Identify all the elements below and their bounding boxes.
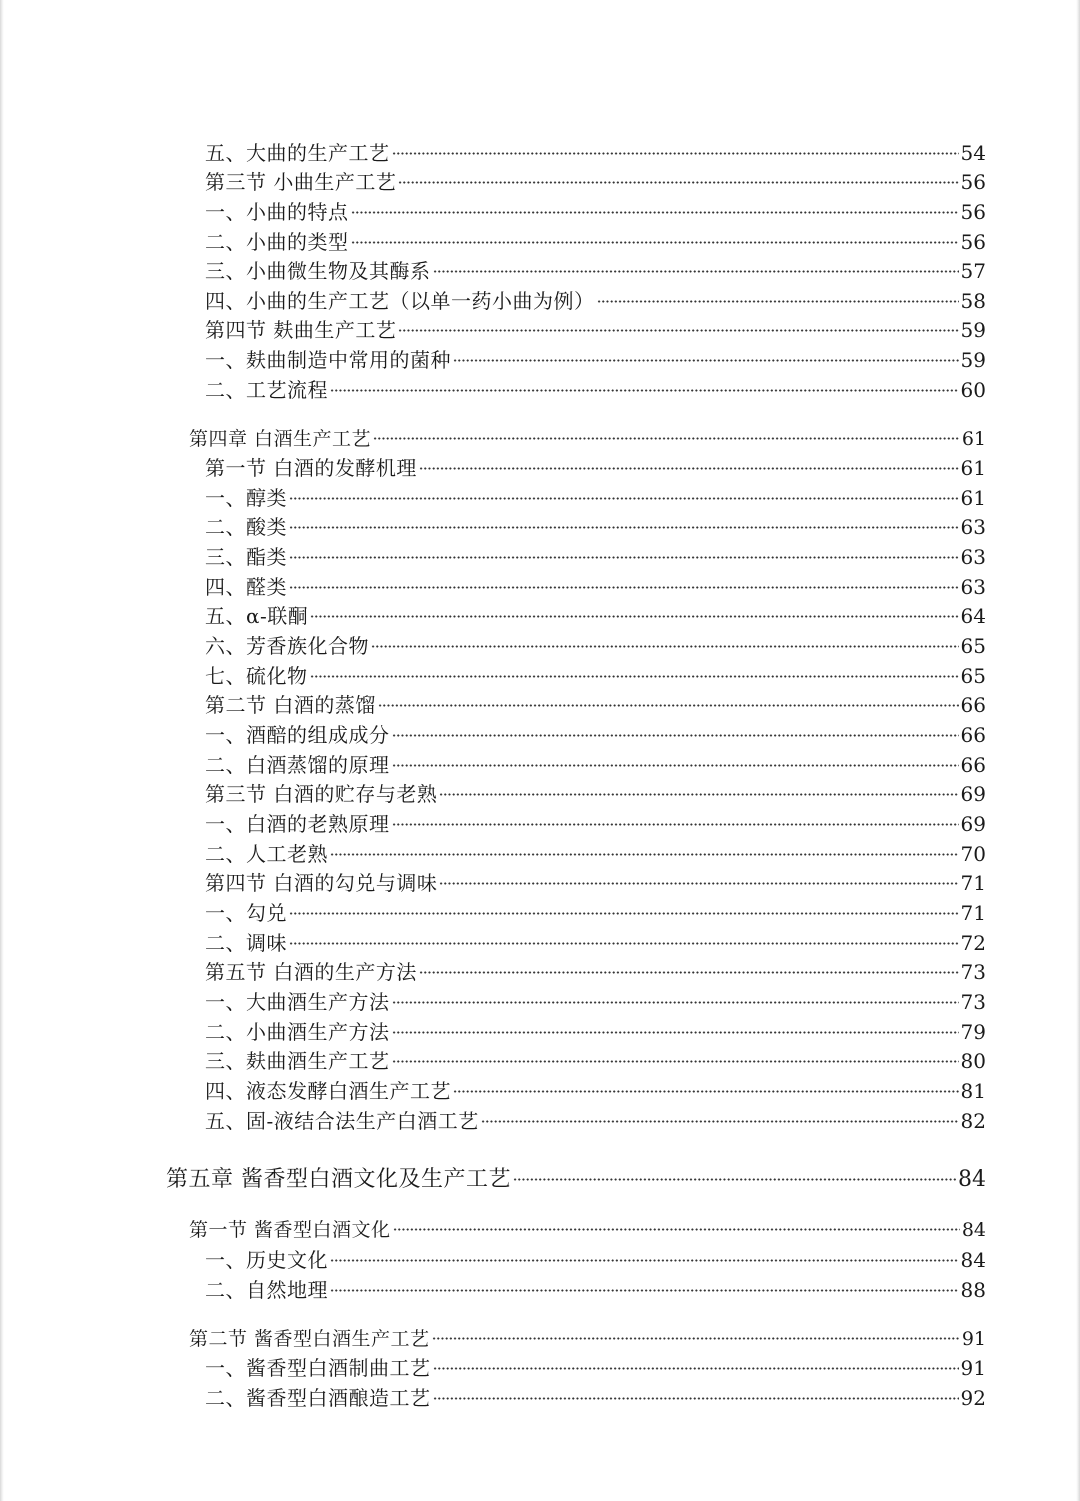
- toc-entry-title: 一、酒醅的组成成分: [205, 723, 390, 747]
- toc-entry-page: 92: [960, 1386, 986, 1410]
- toc-entry[interactable]: [205, 929, 986, 957]
- toc-entry-title: 一、醇类: [205, 486, 287, 510]
- toc-entry-page: 61: [960, 486, 986, 510]
- toc-entry-title: 二、调味: [205, 931, 287, 955]
- toc-entry[interactable]: [205, 751, 986, 779]
- toc-entry[interactable]: [205, 228, 986, 256]
- toc-entry-title: 二、白酒蒸馏的原理: [205, 753, 390, 777]
- toc-entry-title: 第二节 酱香型白酒生产工艺: [189, 1328, 430, 1350]
- dot-leader: [289, 497, 959, 500]
- dot-leader: [289, 526, 959, 529]
- dot-leader: [392, 734, 959, 737]
- toc-entry-page: 57: [960, 259, 986, 283]
- toc-entry-page: 63: [960, 575, 986, 599]
- toc-entry-page: 84: [961, 1219, 986, 1241]
- dot-leader: [310, 615, 958, 618]
- toc-entry-page: 69: [960, 812, 986, 836]
- toc-entry-page: 70: [960, 842, 986, 866]
- toc-entry[interactable]: [205, 513, 986, 541]
- toc-section[interactable]: [205, 316, 986, 344]
- toc-entry[interactable]: [205, 1018, 986, 1046]
- toc-entry-title: 第一节 白酒的发酵机理: [205, 456, 417, 480]
- toc-entry-title: 第四节 麸曲生产工艺: [205, 318, 397, 342]
- toc-entry[interactable]: [205, 1047, 986, 1075]
- toc-entry-page: 56: [960, 230, 986, 254]
- toc-chapter[interactable]: [189, 425, 986, 453]
- toc-entry-title: 二、小曲酒生产方法: [205, 1020, 390, 1044]
- toc-section[interactable]: [205, 869, 986, 897]
- dot-leader: [392, 764, 959, 767]
- toc-entry-title: 三、小曲微生物及其酶系: [205, 259, 431, 283]
- toc-entry-page: 60: [960, 378, 986, 402]
- toc-entry-title: 第三节 小曲生产工艺: [205, 170, 397, 194]
- dot-leader: [310, 675, 959, 678]
- toc-entry-page: 64: [960, 604, 986, 628]
- toc-entry-page: 63: [960, 515, 986, 539]
- dot-leader: [398, 329, 958, 332]
- toc-section[interactable]: [189, 1325, 986, 1353]
- toc-entry[interactable]: [205, 198, 986, 226]
- toc-entry[interactable]: [205, 1354, 986, 1382]
- toc-entry-title: 二、工艺流程: [205, 378, 328, 402]
- toc-entry-title: 一、麸曲制造中常用的菌种: [205, 348, 451, 372]
- toc-section[interactable]: [205, 691, 986, 719]
- toc-entry-title: 六、芳香族化合物: [205, 634, 369, 658]
- dot-leader: [330, 1259, 959, 1262]
- toc-entry[interactable]: [205, 662, 986, 690]
- toc-entry-page: 71: [960, 871, 986, 895]
- dot-leader: [392, 152, 959, 155]
- toc-entry[interactable]: [205, 484, 986, 512]
- dot-leader: [439, 793, 958, 796]
- toc-entry-title: 一、酱香型白酒制曲工艺: [205, 1356, 431, 1380]
- toc-entry-page: 69: [960, 782, 986, 806]
- dot-leader: [433, 270, 959, 273]
- dot-leader: [419, 971, 959, 974]
- toc-entry[interactable]: [205, 1276, 986, 1304]
- toc-entry-title: 第五节 白酒的生产方法: [205, 960, 417, 984]
- toc-entry-title: 三、麸曲酒生产工艺: [205, 1049, 390, 1073]
- dot-leader: [433, 1397, 959, 1400]
- dot-leader: [453, 1090, 959, 1093]
- toc-entry-page: 65: [960, 664, 986, 688]
- dot-leader: [289, 912, 959, 915]
- toc-entry-page: 59: [960, 318, 986, 342]
- toc-entry-title: 第一节 酱香型白酒文化: [189, 1219, 391, 1241]
- dot-leader: [289, 556, 959, 559]
- dot-leader: [330, 1289, 959, 1292]
- dot-leader: [453, 359, 959, 362]
- toc-entry[interactable]: [205, 287, 986, 315]
- toc-entry-title: 一、小曲的特点: [205, 200, 349, 224]
- dot-leader: [439, 882, 958, 885]
- toc-entry[interactable]: [205, 543, 986, 571]
- toc-entry-page: 66: [960, 753, 986, 777]
- toc-entry-page: 91: [960, 1356, 986, 1380]
- dot-leader: [378, 704, 959, 707]
- toc-entry[interactable]: [205, 988, 986, 1016]
- toc-entry-title: 二、人工老熟: [205, 842, 328, 866]
- dot-leader: [393, 1228, 960, 1231]
- toc-entry-page: 84: [960, 1248, 986, 1272]
- toc-section[interactable]: [189, 1216, 986, 1244]
- toc-entry-page: 80: [960, 1049, 986, 1073]
- dot-leader: [597, 300, 959, 303]
- dot-leader: [513, 1178, 956, 1181]
- toc-entry-title: 二、酱香型白酒酿造工艺: [205, 1386, 431, 1410]
- toc-entry-page: 56: [960, 170, 986, 194]
- toc-entry-page: 71: [960, 901, 986, 925]
- toc-entry-page: 58: [960, 289, 986, 313]
- toc-entry-title: 五、大曲的生产工艺: [205, 141, 390, 165]
- toc-entry-title: 第二节 白酒的蒸馏: [205, 693, 376, 717]
- toc-entry-page: 88: [960, 1278, 986, 1302]
- toc-section[interactable]: [205, 780, 986, 808]
- toc-section[interactable]: [205, 168, 986, 196]
- toc-entry[interactable]: [205, 721, 986, 749]
- toc-entry-page: 63: [960, 545, 986, 569]
- dot-leader: [351, 211, 959, 214]
- toc-entry-page: 72: [960, 931, 986, 955]
- dot-leader: [392, 823, 959, 826]
- toc-entry-page: 91: [961, 1328, 986, 1350]
- toc-entry-title: 四、小曲的生产工艺（以单一药小曲为例）: [205, 289, 595, 313]
- toc-entry-title: 四、醛类: [205, 575, 287, 599]
- toc-entry[interactable]: [205, 257, 986, 285]
- dot-leader: [392, 1001, 959, 1004]
- dot-leader: [432, 1337, 960, 1340]
- toc-entry-page: 56: [960, 200, 986, 224]
- toc-entry[interactable]: [205, 1246, 986, 1274]
- toc-entry-title: 一、大曲酒生产方法: [205, 990, 390, 1014]
- toc-entry[interactable]: [205, 1077, 986, 1105]
- toc-entry[interactable]: [205, 810, 986, 838]
- toc-entry-page: 59: [960, 348, 986, 372]
- dot-leader: [289, 586, 959, 589]
- toc-entry-title: 二、自然地理: [205, 1278, 328, 1302]
- toc-entry-title: 二、小曲的类型: [205, 230, 349, 254]
- dot-leader: [433, 1367, 959, 1370]
- toc-entry-page: 66: [960, 693, 986, 717]
- page-edge-left: [0, 0, 4, 1501]
- toc-entry-page: 65: [960, 634, 986, 658]
- page-edge-right: [1076, 0, 1080, 1501]
- dot-leader: [373, 437, 960, 440]
- dot-leader: [330, 389, 959, 392]
- dot-leader: [371, 645, 959, 648]
- dot-leader: [392, 1031, 959, 1034]
- toc-entry[interactable]: [205, 1384, 986, 1412]
- toc-entry-title: 第五章 酱香型白酒文化及生产工艺: [166, 1167, 511, 1192]
- toc-entry-title: 一、勾兑: [205, 901, 287, 925]
- toc-entry-page: 54: [960, 141, 986, 165]
- toc-entry-page: 66: [960, 723, 986, 747]
- dot-leader: [419, 467, 959, 470]
- toc-entry-page: 79: [960, 1020, 986, 1044]
- toc-entry-page: 84: [958, 1167, 986, 1192]
- toc-entry-page: 81: [960, 1079, 986, 1103]
- toc-entry-page: 61: [961, 428, 986, 450]
- dot-leader: [392, 1060, 959, 1063]
- toc-entry-title: 五、α-联酮: [205, 604, 309, 628]
- toc-section[interactable]: [205, 958, 986, 986]
- toc-entry-page: 82: [960, 1109, 986, 1133]
- toc-entry[interactable]: [205, 1107, 986, 1135]
- dot-leader: [330, 853, 959, 856]
- toc-entry-title: 五、固-液结合法生产白酒工艺: [205, 1109, 479, 1133]
- toc-entry[interactable]: [205, 632, 986, 660]
- toc-entry-title: 第四节 白酒的勾兑与调味: [205, 871, 438, 895]
- toc-entry[interactable]: [205, 840, 986, 868]
- toc-entry-title: 第四章 白酒生产工艺: [189, 428, 372, 450]
- toc-entry[interactable]: [205, 573, 986, 601]
- toc-section[interactable]: [205, 454, 986, 482]
- toc-entry[interactable]: [205, 899, 986, 927]
- toc-entry[interactable]: [205, 139, 986, 167]
- toc-entry-page: 61: [960, 456, 986, 480]
- toc-entry-page: 73: [960, 990, 986, 1014]
- toc-entry-title: 一、白酒的老熟原理: [205, 812, 390, 836]
- toc-entry-page: 73: [960, 960, 986, 984]
- toc-entry[interactable]: [205, 376, 986, 404]
- toc-chapter[interactable]: [166, 1164, 986, 1196]
- toc-entry-title: 四、液态发酵白酒生产工艺: [205, 1079, 451, 1103]
- toc-entry-title: 三、酯类: [205, 545, 287, 569]
- toc-entry-title: 第三节 白酒的贮存与老熟: [205, 782, 438, 806]
- toc-entry-title: 七、硫化物: [205, 664, 308, 688]
- dot-leader: [351, 241, 959, 244]
- dot-leader: [289, 942, 959, 945]
- dot-leader: [398, 181, 958, 184]
- toc-entry-title: 一、历史文化: [205, 1248, 328, 1272]
- toc-entry[interactable]: [205, 602, 986, 630]
- toc-entry[interactable]: [205, 346, 986, 374]
- toc-entry-title: 二、酸类: [205, 515, 287, 539]
- dot-leader: [481, 1120, 959, 1123]
